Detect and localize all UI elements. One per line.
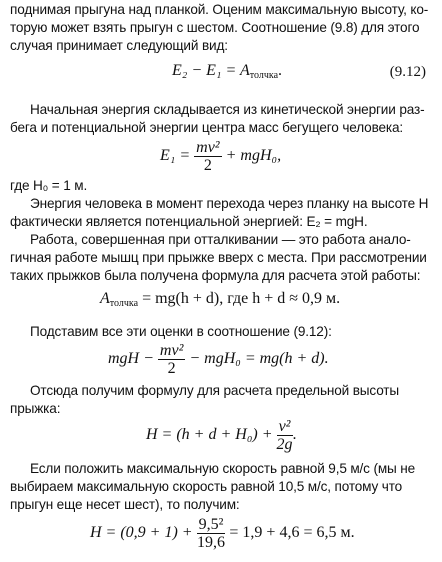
text-line: выбираем максимальную скорость равной 10,5 м/с, потому что [10,479,403,494]
equation-subscript: толчка [249,70,279,81]
text-line: прыжка: [10,401,61,416]
text-line: Подставим все эти оценки в соотношение (9.12): [30,324,332,339]
text-line: Начальная энергия складывается из кинетической энергии раз- [30,102,425,117]
equation-rhs: − mgH₀ = mg(h + d). [189,350,329,368]
text-line: фактически является потенциальной энергией: E₂ = mgH. [10,214,368,229]
text-line: торую может взять прыгун с шестом. Соотношение (9.8) для этого [10,20,420,35]
equation-9-12: $E_2 - E_1 = A_{толчка}$. [172,62,283,81]
equation-lhs: mgH − [108,350,154,368]
equation-lhs: E₁ = [160,147,191,165]
fraction [158,342,185,377]
text-line: поднимая прыгуна над планкой. Оценим максимальную высоту, ко- [10,2,429,17]
text-line: прыгун еще несет шест), то получим: [10,497,240,512]
text-line: гичная работе мышц при прыжке вверх с места. При рассмотрении [10,250,427,265]
equation-lhs: A [100,290,110,307]
fraction-numerator: 9,5² [198,516,224,533]
fraction-numerator: mv² [159,342,184,359]
equation-rhs: = mg(h + d), где h + d ≈ 0,9 м. [142,290,341,307]
equation-subscript: толчка [109,298,139,309]
fraction [194,139,221,174]
equation-substitution [108,342,329,377]
text-line: таких прыжков была получена формула для расчета этой работы: [10,268,421,283]
fraction-denominator: 2g [276,436,293,453]
fraction-numerator: v² [277,418,293,436]
fraction-denominator: 19,6 [197,534,225,551]
fraction [277,418,293,453]
text-line: где H₀ = 1 м. [10,178,88,193]
fraction-denominator: 2 [203,157,212,174]
text-line: бега и потенциальной энергии центра масс бегущего человека: [10,120,404,135]
equation-number: (9.12) [389,64,426,80]
equation-lhs: H = (0,9 + 1) + [90,524,193,542]
text-line: Работа, совершенная при отталкивании — это работа анало- [30,232,411,247]
equation-numeric-result [90,516,355,551]
equation-initial-energy [160,139,281,174]
fraction-denominator: 2 [167,360,176,377]
fraction-numerator: mv² [196,139,220,156]
equation-work [100,290,340,309]
equation-rhs: + mgH₀, [225,147,282,165]
equation-max-height [146,418,297,453]
equation-end: . [292,426,297,444]
text-line: случая принимает следующий вид: [10,38,228,53]
equation-lhs: E₂ − E₁ = A [172,62,250,79]
equation-rhs: = 1,9 + 4,6 = 6,5 м. [229,524,355,542]
text-line: Энергия человека в момент перехода через планку на высоте H [30,196,429,211]
text-line: Если положить максимальную скорость равной 9,5 м/с (мы не [30,461,416,476]
fraction [197,516,226,551]
equation-lhs: H = (h + d + H₀) + [146,426,273,444]
text-line: Отсюда получим формулу для расчета предельной высоты [30,383,400,398]
